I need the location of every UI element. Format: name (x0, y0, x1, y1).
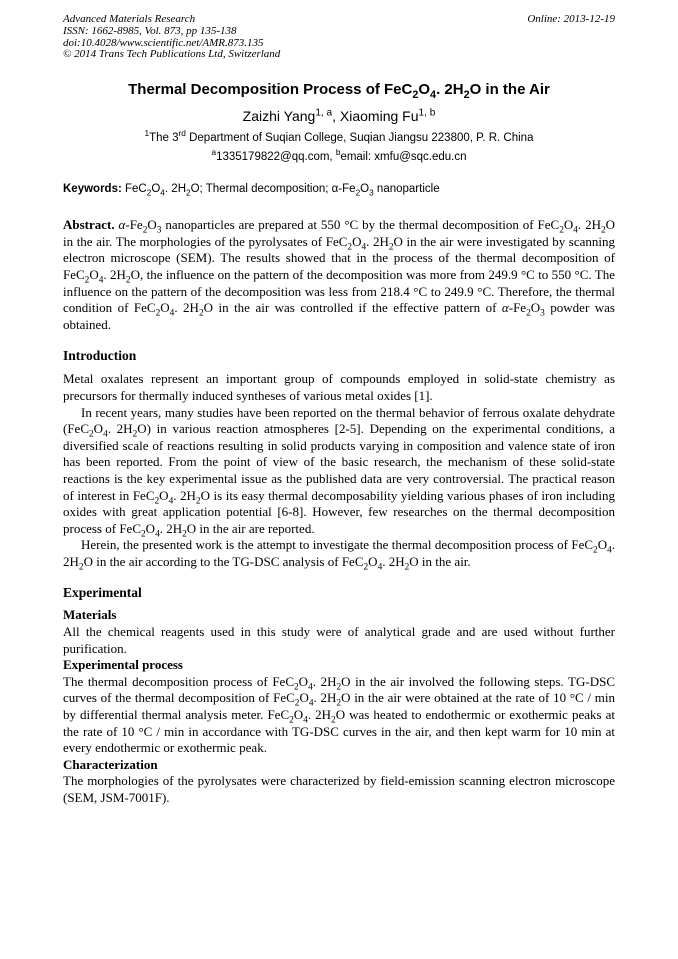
journal-header (63, 14, 615, 61)
materials-subheading: Materials (63, 607, 117, 623)
online-date: Online: 2013-12-19 (527, 13, 615, 25)
journal-doi-line: doi:10.4028/www.scientific.net/AMR.873.135 (63, 36, 264, 49)
keywords-label: Keywords: (63, 183, 122, 196)
emails-line: $^a$1335179822@qq.com, $^b$email: xmfu@sqc.edu.cn (211, 148, 467, 164)
introduction-paragraph-1: Metal oxalates represent an important group of compounds employed in solid-state chemistry as precursors for thermally induced syntheses of various metal oxides [1]. (63, 371, 615, 403)
journal-copyright-line: © 2014 Trans Tech Publications Ltd, Switzerland (63, 48, 281, 61)
keywords-text: $FeC_2O_4$. $2H_2O$; Thermal decomposition; $\alpha-Fe_2O_3$ nanoparticle (125, 183, 440, 198)
abstract-paragraph: Abstract. $\alpha-Fe_2O_3$ nanoparticles are prepared at 550 °C by the thermal decomposition of $FeC_2O_4$. $2H_2O$ in the air. The morphologies of the pyrolysates of $FeC_2O_4$. $2H_2O$ in the air were investigated by scanning electron microscope (SEM). The results showed that in the process of the thermal decomposition of $FeC_2O_4$. $2H_2O$, the influence on the pattern of the decomposition was more from 249.9 °C to 550 °C. The influence on the pattern of the decomposition was less from 218.4 °C to 249.9 °C. Therefore, the thermal condition of $FeC_2O_4$. $2H_2O$ in the air was controlled if the effective pattern of $\alpha-Fe_2O_3$ powder was obtained. (63, 217, 616, 332)
experimental-heading: Experimental (63, 585, 142, 601)
keywords-line (63, 182, 615, 196)
materials-paragraph: All the chemical reagents used in this study were of analytical grade and are used without further purification. (63, 624, 615, 656)
introduction-heading: Introduction (63, 348, 137, 364)
affiliation-line: $^1$The 3rd Department of Suqian College, Suqian Jiangsu 223800, P. R. China (144, 129, 534, 145)
introduction-paragraph-3: Herein, the presented work is the attempt to investigate the thermal decomposition process of $FeC_2O_4$. $2H_2O$ in the air according to the TG-DSC analysis of $FeC_2O_4$. $2H_2O$ in the air. (63, 537, 615, 573)
experimental-process-subheading: Experimental process (63, 657, 183, 673)
experimental-process-paragraph: The thermal decomposition process of $FeC_2O_4$. $2H_2O$ in the air involved the following steps. TG-DSC curves of the thermal decomposition of $FeC_2O_4$. $2H_2O$ in the air were obtained at the rate of 10 °C / min by differential thermal analysis meter. $FeC_2O_4$. $2H_2O$ was heated to endothermic or exothermic peaks at the rate of 10 °C / min in accordance with TG-DSC curves in the air, and then kept warm for 10 min at every endothermic or exothermic peak. (63, 673, 616, 756)
journal-name: Advanced Materials Research (63, 13, 196, 25)
article-title: Thermal Decomposition Process of $FeC_2O_4$. $2H_2O$ in the Air (128, 81, 550, 102)
characterization-paragraph: The morphologies of the pyrolysates were characterized by field-emission scanning electron microscope (SEM, JSM-7001F). (63, 773, 615, 805)
journal-issn-line: ISSN: 1662-8985, Vol. 873, pp 135-138 (63, 24, 237, 37)
page-content (63, 0, 615, 807)
author-line: Zaizhi Yang$^{1, a}$, Xiaoming Fu$^{1, b}$ (242, 107, 436, 125)
characterization-subheading: Characterization (63, 756, 158, 772)
introduction-paragraph-2: In recent years, many studies have been reported on the thermal behavior of ferrous oxalate dehydrate ($FeC_2O_4$. $2H_2O$) in various reaction atmospheres [2-5]. Depending on the experimental conditions, a diversified scale of reactions resulting in solid products varying in composition and valence state of iron has been reported. From the point of view of the basic research, the mechanism of these solid-state reactions is the key experimental issue as the published data are very controversial. The practical reason of interest in $FeC_2O_4$. $2H_2O$ is its easy thermal decomposability yielding various phases of iron including oxides with great application potential [6-8]. However, few researches on the thermal decomposition process of $FeC_2O_4$. $2H_2O$ in the air are reported. (63, 404, 616, 540)
